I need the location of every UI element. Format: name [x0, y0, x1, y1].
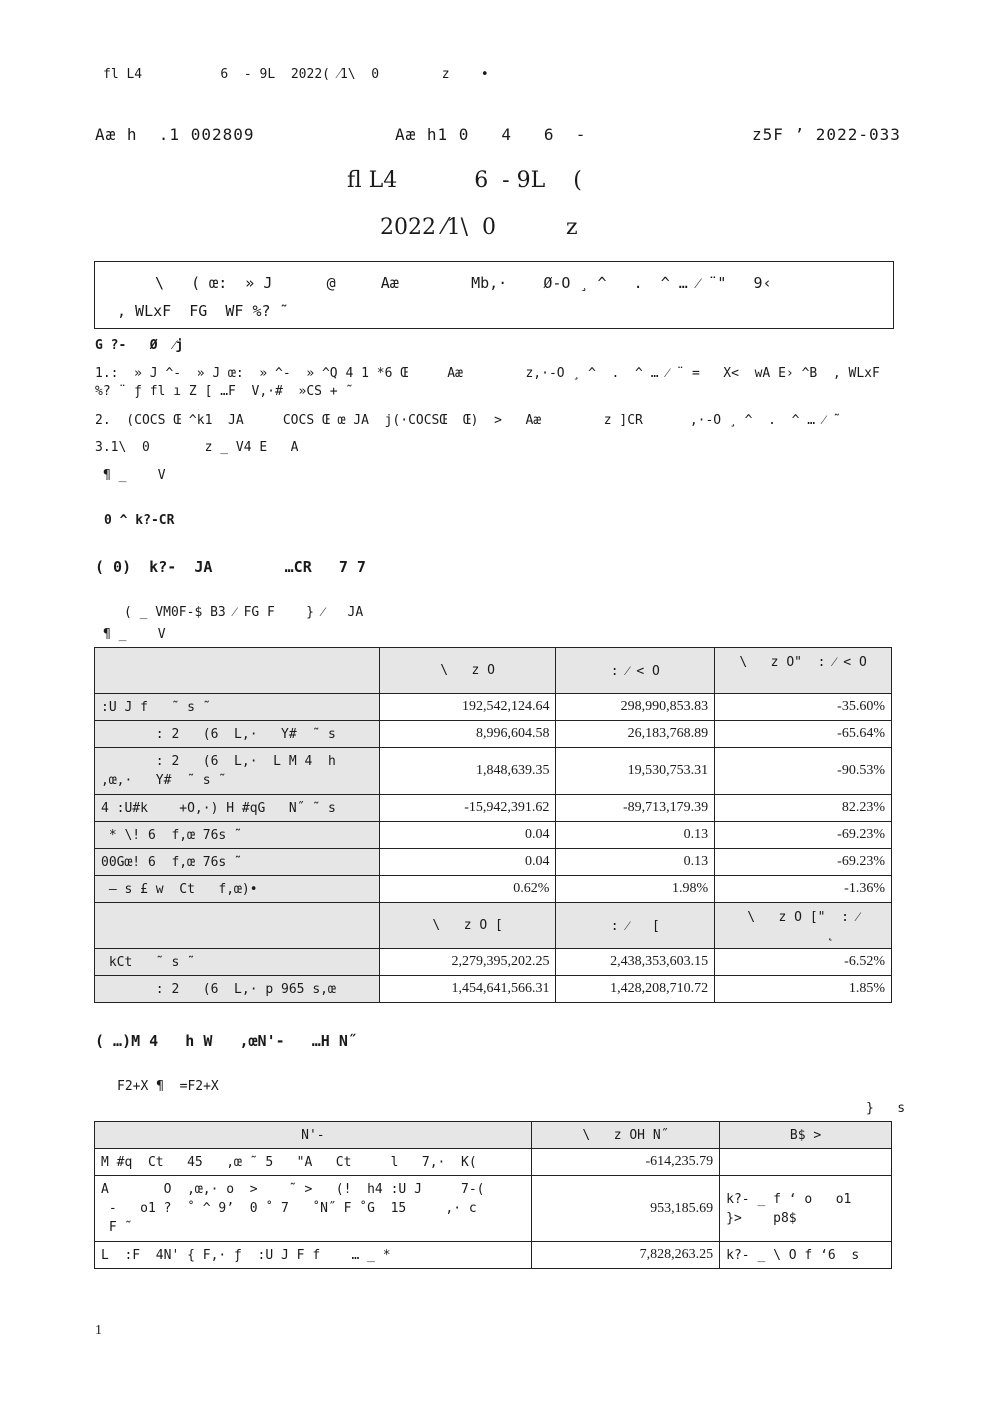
row-label: kCt ˜ s ˜ [95, 949, 380, 976]
item-label: M #q Ct 45 ,œ ˜ 5 "A Ct l 7,· K( [95, 1149, 532, 1176]
item-note: k?- _ \ O f ‘6 s [720, 1242, 892, 1269]
current-value: 1,454,641,566.31 [379, 976, 556, 1003]
header-cell: \ z OH N˝ [531, 1122, 719, 1149]
header-cell: \ z O [" : ⁄ ˛ [715, 903, 892, 949]
current-value: 2,279,395,202.25 [379, 949, 556, 976]
current-value: 0.04 [379, 849, 556, 876]
item-label: A O ,œ,· o > ˜ > (! h4 :U J 7-( - o1 ? ˚ ^ 9’ 0 ˚ 7 ˚N˝ F ˚G 15 ,· c F ˜ [95, 1176, 532, 1242]
table-row [95, 949, 892, 976]
row-label: 00Gœ! 6 f,œ 76s ˜ [95, 849, 380, 876]
row-label: — s £ w Ct f,œ)• [95, 876, 380, 903]
header-cell: \ z O" : ⁄ < O [715, 648, 892, 694]
important-heading: G ?- Ø ⁄j [95, 338, 184, 353]
page-title-line2: 2022 ⁄1\ 0 z [380, 215, 578, 240]
notice-line2: , WLxF FG WF %? ˜ [117, 302, 289, 320]
change-value: -6.52% [715, 949, 892, 976]
page-number: 1 [95, 1323, 102, 1338]
table-row [95, 849, 892, 876]
prior-value: 26,183,768.89 [556, 721, 715, 748]
change-value: -35.60% [715, 694, 892, 721]
prior-value: -89,713,179.39 [556, 795, 715, 822]
table-row [95, 795, 892, 822]
table-header-row [95, 1122, 892, 1149]
header-cell: : ⁄ [ [556, 903, 715, 949]
non-recurring-table [94, 1121, 892, 1269]
item-amount: 953,185.69 [531, 1176, 719, 1242]
financial-summary-table [94, 647, 892, 1003]
header-cell: N'- [95, 1122, 532, 1149]
section3-sub: F2+X ¶ =F2+X [117, 1079, 219, 1094]
announcement-number: z5F ’ 2022-033 [752, 125, 901, 144]
table-row [95, 694, 892, 721]
change-value: 82.23% [715, 795, 892, 822]
prior-value: 1,428,208,710.72 [556, 976, 715, 1003]
current-value: 0.62% [379, 876, 556, 903]
important-item2: 2. (COCS Œ ^k1 JA COCS Œ œ JA j(·COCSŒ Œ) > Aæ z ]CR ,·-O ¸ ^ . ^ … ⁄ ˜ [95, 413, 841, 428]
notice-line1: \ ( œ: » J @ Aæ Mb,· Ø-O ¸ ^ . ^ … ⁄ ¨" 9‹ [155, 274, 772, 292]
header-cell: : ⁄ < O [556, 648, 715, 694]
prior-value: 0.13 [556, 849, 715, 876]
change-value: -69.23% [715, 849, 892, 876]
prior-value: 2,438,353,603.15 [556, 949, 715, 976]
table-row [95, 748, 892, 795]
row-label: : 2 (6 L,· Y# ˜ s [95, 721, 380, 748]
section2-sub1: ( _ VM0F-$ B3 ⁄ FG F } ⁄ JA [124, 605, 364, 620]
important-item1a: 1.: » J ^- » J œ: » ^- » ^Q 4 1 *6 Œ Aæ z,·-O ¸ ^ . ^ … ⁄ ¨ = X< wA E› ^B , WLxF [95, 366, 880, 381]
important-item1b: %? ¨ ƒ fl ı Z [ …F V,·# »CS + ˜ [95, 384, 354, 399]
change-value: -90.53% [715, 748, 892, 795]
notice-box [94, 261, 894, 329]
section2-sub2: ¶ _ V [103, 627, 166, 642]
row-label: :U J f ˜ s ˜ [95, 694, 380, 721]
current-value: 0.04 [379, 822, 556, 849]
header-cell: \ z O [ [379, 903, 556, 949]
section1-heading: 0 ^ k?-CR [104, 513, 175, 528]
table-row [95, 976, 892, 1003]
item-amount: -614,235.79 [531, 1149, 719, 1176]
header-cell [95, 648, 380, 694]
running-header: fl L4 6 - 9L 2022( ⁄1\ 0 z • [103, 67, 489, 82]
current-value: 192,542,124.64 [379, 694, 556, 721]
stock-abbr: Aæ h1 0 4 6 - [395, 125, 587, 144]
row-label: 4 :U#k +O,·) H #qG N˝ ˜ s [95, 795, 380, 822]
current-value: 8,996,604.58 [379, 721, 556, 748]
section2-heading: ( 0) k?- JA …CR 7 7 [95, 558, 366, 576]
change-value: -69.23% [715, 822, 892, 849]
header-cell: B$ > [720, 1122, 892, 1149]
item-label: L :F 4N' { F,· ƒ :U J F f … _ * [95, 1242, 532, 1269]
change-value: -1.36% [715, 876, 892, 903]
table-row [95, 876, 892, 903]
row-label: * \! 6 f,œ 76s ˜ [95, 822, 380, 849]
table-row [95, 1242, 892, 1269]
important-item3: 3.1\ 0 z _ V4 E A [95, 440, 299, 455]
unit-label: } s [866, 1101, 906, 1116]
item-note [720, 1149, 892, 1176]
table-row [95, 1149, 892, 1176]
prior-value: 1.98% [556, 876, 715, 903]
header-cell [95, 903, 380, 949]
prior-value: 298,990,853.83 [556, 694, 715, 721]
current-value: -15,942,391.62 [379, 795, 556, 822]
row-label: : 2 (6 L,· L M 4 h ,œ,· Y# ˜ s ˜ [95, 748, 380, 795]
audit-note: ¶ _ V [103, 468, 166, 483]
prior-value: 0.13 [556, 822, 715, 849]
page-title-line1: fl L4 6 - 9L ( [347, 168, 582, 193]
item-note: k?- _ f ‘ o o1 }> p8$ [720, 1176, 892, 1242]
prior-value: 19,530,753.31 [556, 748, 715, 795]
table-row [95, 1176, 892, 1242]
item-amount: 7,828,263.25 [531, 1242, 719, 1269]
stock-code: Aæ h .1 002809 [95, 125, 255, 144]
current-value: 1,848,639.35 [379, 748, 556, 795]
header-cell: \ z O [379, 648, 556, 694]
table-row [95, 721, 892, 748]
table-header-row [95, 648, 892, 694]
table-header-row [95, 903, 892, 949]
change-value: 1.85% [715, 976, 892, 1003]
table-row [95, 822, 892, 849]
change-value: -65.64% [715, 721, 892, 748]
row-label: : 2 (6 L,· p 965 s,œ [95, 976, 380, 1003]
section3-heading: ( …)M 4 h W ,œN'- …H N˝ [95, 1032, 357, 1050]
